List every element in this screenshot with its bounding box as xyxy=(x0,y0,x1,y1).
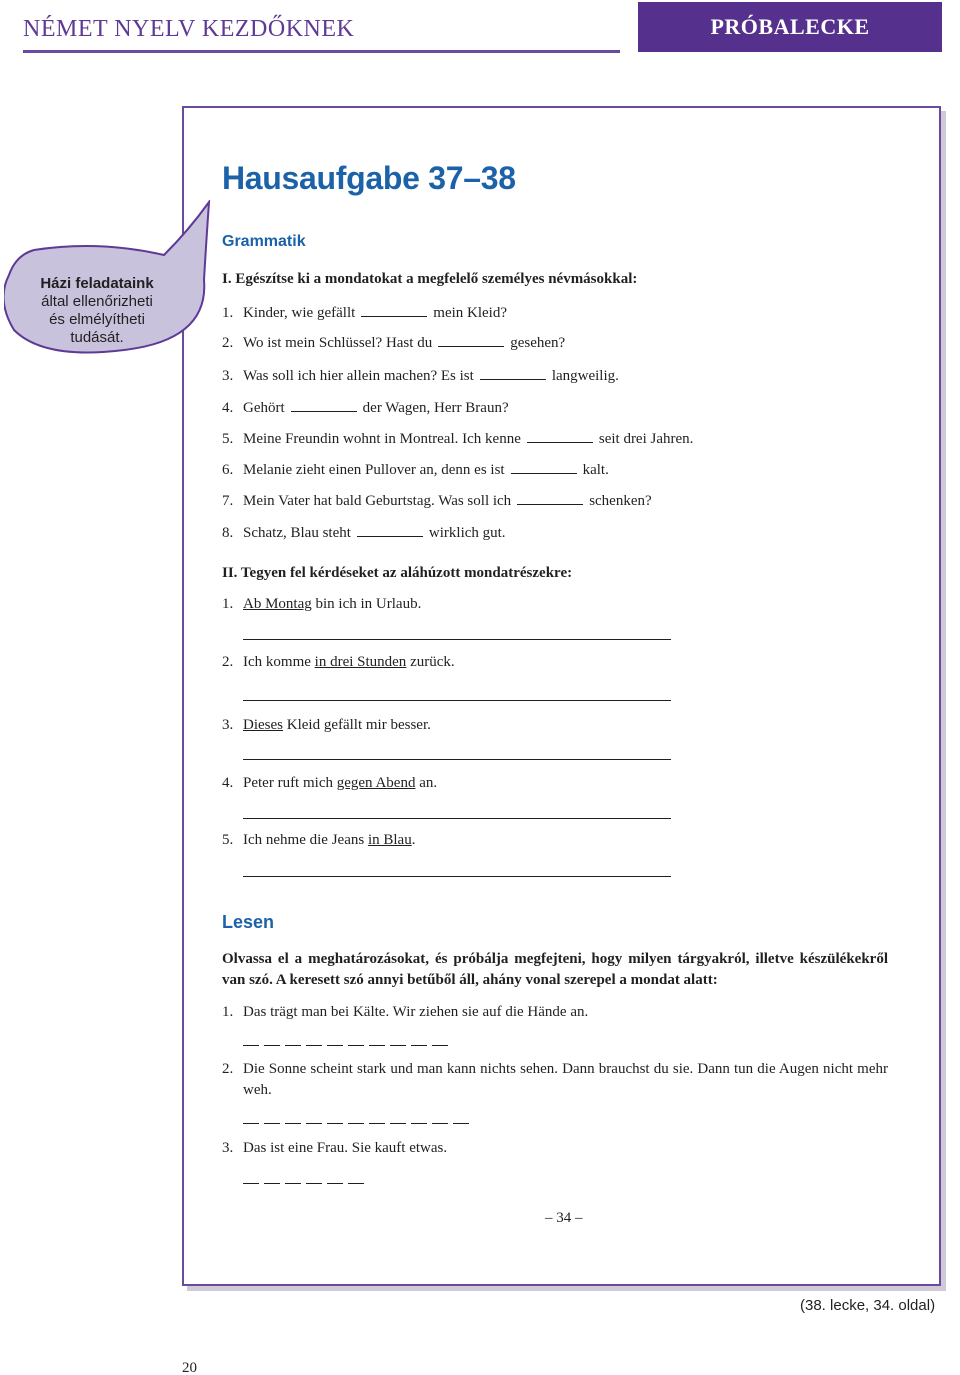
letter-dash xyxy=(411,1123,427,1124)
answer-line[interactable] xyxy=(243,818,671,819)
letter-dash xyxy=(327,1045,343,1046)
letter-dash xyxy=(264,1183,280,1184)
lesen-item xyxy=(222,1002,888,1023)
sentence-prefix: Ich komme xyxy=(243,654,315,670)
answer-line[interactable] xyxy=(243,639,671,640)
underlined-part: Dieses xyxy=(243,717,283,733)
letter-dash xyxy=(327,1123,343,1124)
letter-dash xyxy=(411,1045,427,1046)
sentence-end: langweilig. xyxy=(551,368,619,384)
answer-blank[interactable] xyxy=(357,523,423,537)
underlined-part: Ab Montag xyxy=(243,596,312,612)
page-number: – 34 – xyxy=(545,1210,583,1226)
definition-text: Das ist eine Frau. Sie kauft etwas. xyxy=(243,1140,448,1156)
sentence-suffix: Kleid gefällt mir besser. xyxy=(283,717,431,733)
sentence-start: Kinder, wie gefällt xyxy=(243,305,356,321)
definition-text: Die Sonne scheint stark und man kann nichts sehen. Dann brauchst du sie. Dann tun die Augen nicht mehr weh. xyxy=(243,1061,888,1098)
letter-dash xyxy=(243,1183,259,1184)
lesson-reference: (38. lecke, 34. oldal) xyxy=(800,1297,936,1314)
sentence-start: Wo ist mein Schlüssel? Hast du xyxy=(243,335,433,351)
letter-dash xyxy=(432,1045,448,1046)
item-number: 3. xyxy=(222,1140,234,1156)
letter-dash xyxy=(264,1123,280,1124)
task1-item xyxy=(222,429,693,448)
answer-blank[interactable] xyxy=(527,429,593,443)
item-number: 4. xyxy=(222,400,234,416)
item-number: 5. xyxy=(222,431,234,447)
answer-line[interactable] xyxy=(243,700,671,701)
letter-dash xyxy=(243,1123,259,1124)
sentence-end: wirklich gut. xyxy=(428,525,506,541)
item-number: 5. xyxy=(222,832,234,848)
letter-dash xyxy=(306,1183,322,1184)
bubble-line-4: tudását. xyxy=(70,329,124,346)
task2-item xyxy=(222,832,415,849)
item-number: 2. xyxy=(222,335,234,351)
letter-dash xyxy=(327,1183,343,1184)
sentence-end: kalt. xyxy=(582,462,609,478)
letter-dash xyxy=(453,1123,469,1124)
task1-item xyxy=(222,491,652,510)
bubble-line-3: és elmélyítheti xyxy=(49,311,145,328)
sentence-start: Melanie zieht einen Pullover an, denn es ist xyxy=(243,462,505,478)
book-page-number: 20 xyxy=(182,1360,197,1375)
task2-item xyxy=(222,596,421,613)
letter-dash xyxy=(432,1123,448,1124)
lesen-item xyxy=(222,1138,888,1159)
answer-blank[interactable] xyxy=(361,303,427,317)
item-number: 3. xyxy=(222,368,234,384)
task1-item xyxy=(222,460,609,479)
letter-dash xyxy=(285,1183,301,1184)
lesen-instruction: Olvassa el a meghatározásokat, és próbálja megfejteni, hogy milyen tárgyakról, illetve készülékekről van szó. A keresett szó annyi betűből áll, ahány vonal szerepel a mondat alatt: xyxy=(222,951,888,988)
answer-blank[interactable] xyxy=(511,460,577,474)
item-number: 8. xyxy=(222,525,234,541)
letter-dash xyxy=(369,1123,385,1124)
letter-dash xyxy=(243,1045,259,1046)
sentence-start: Gehört xyxy=(243,400,285,416)
sentence-start: Meine Freundin wohnt in Montreal. Ich kenne xyxy=(243,431,521,447)
sentence-suffix: . xyxy=(411,832,416,848)
sentence-end: schenken? xyxy=(589,493,652,509)
sentence-prefix: Ich nehme die Jeans xyxy=(243,832,368,848)
answer-blank[interactable] xyxy=(480,366,546,380)
underlined-part: gegen Abend xyxy=(336,775,416,791)
item-number: 3. xyxy=(222,717,234,733)
answer-blank[interactable] xyxy=(517,491,583,505)
item-number: 2. xyxy=(222,654,234,670)
item-number: 2. xyxy=(222,1061,234,1077)
item-number: 1. xyxy=(222,596,234,612)
item-number: 1. xyxy=(222,1004,234,1020)
item-number: 1. xyxy=(222,305,234,321)
answer-blank[interactable] xyxy=(291,398,357,412)
speech-bubble-text xyxy=(10,275,184,347)
letter-dash xyxy=(264,1045,280,1046)
letter-dash xyxy=(390,1123,406,1124)
sentence-suffix: an. xyxy=(415,775,438,791)
letter-dash xyxy=(306,1123,322,1124)
section-heading-lesen: Lesen xyxy=(222,912,275,932)
letter-dash xyxy=(390,1045,406,1046)
item-number: 4. xyxy=(222,775,234,791)
task1-item xyxy=(222,398,509,417)
bubble-line-2: által ellenőrizheti xyxy=(41,293,153,310)
sentence-end: seit drei Jahren. xyxy=(598,431,694,447)
answer-blank[interactable] xyxy=(438,333,504,347)
item-number: 7. xyxy=(222,493,234,509)
letter-dash xyxy=(369,1045,385,1046)
letter-dashes[interactable] xyxy=(243,1183,364,1184)
sentence-end: mein Kleid? xyxy=(433,305,508,321)
item-number: 6. xyxy=(222,462,234,478)
underlined-part: in Blau xyxy=(367,832,412,848)
letter-dash xyxy=(348,1123,364,1124)
task2-item xyxy=(222,654,455,671)
header-title: NÉMET NYELV KEZDŐKNEK xyxy=(23,16,355,42)
answer-line[interactable] xyxy=(243,759,671,760)
letter-dash xyxy=(348,1045,364,1046)
underlined-part: in drei Stunden xyxy=(314,654,407,670)
header-rule xyxy=(23,50,620,53)
answer-line[interactable] xyxy=(243,876,671,877)
letter-dashes[interactable] xyxy=(243,1123,469,1124)
section-heading-grammatik: Grammatik xyxy=(222,233,306,250)
letter-dash xyxy=(306,1045,322,1046)
task1-item xyxy=(222,303,507,322)
letter-dash xyxy=(285,1045,301,1046)
lesen-item xyxy=(222,1059,888,1098)
letter-dash xyxy=(285,1123,301,1124)
bubble-line-1: Házi feladataink xyxy=(40,275,154,292)
page-title: Hausaufgabe 37–38 xyxy=(222,160,516,196)
sentence-start: Schatz, Blau steht xyxy=(243,525,351,541)
sentence-prefix: Peter ruft mich xyxy=(243,775,337,791)
sentence-end: der Wagen, Herr Braun? xyxy=(362,400,509,416)
task2-item xyxy=(222,717,431,734)
letter-dash xyxy=(348,1183,364,1184)
header-tab: PRÓBALECKE xyxy=(638,2,942,52)
task1-item xyxy=(222,523,506,542)
task2-item xyxy=(222,775,437,792)
sentence-suffix: bin ich in Urlaub. xyxy=(311,596,422,612)
task2-title: II. Tegyen fel kérdéseket az aláhúzott mondatrészekre: xyxy=(222,565,573,581)
sentence-start: Mein Vater hat bald Geburtstag. Was soll ich xyxy=(243,493,512,509)
task1-item xyxy=(222,366,619,385)
sentence-suffix: zurück. xyxy=(406,654,455,670)
letter-dashes[interactable] xyxy=(243,1045,448,1046)
task1-item xyxy=(222,333,565,352)
definition-text: Das trägt man bei Kälte. Wir ziehen sie auf die Hände an. xyxy=(243,1004,589,1020)
task1-title: I. Egészítse ki a mondatokat a megfelelő személyes névmásokkal: xyxy=(222,271,638,287)
sentence-end: gesehen? xyxy=(510,335,566,351)
sentence-start: Was soll ich hier allein machen? Es ist xyxy=(243,368,474,384)
